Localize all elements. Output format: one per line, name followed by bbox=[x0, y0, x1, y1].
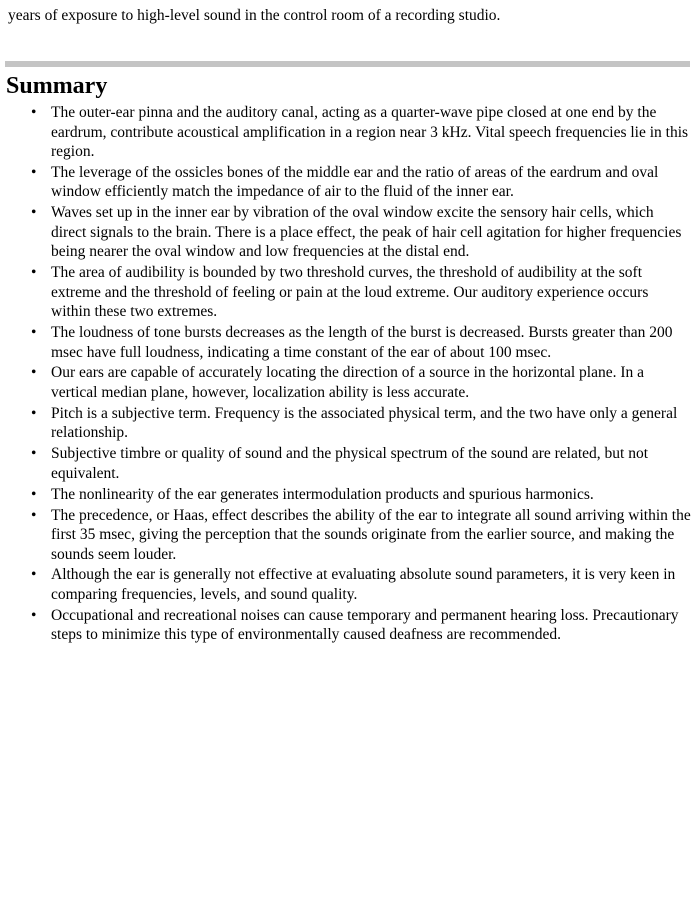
summary-item bbox=[0, 485, 695, 505]
summary-item bbox=[0, 103, 695, 162]
bullet-icon: • bbox=[31, 404, 37, 422]
summary-item bbox=[0, 203, 695, 262]
summary-item-text: Occupational and recreational noises can cause temporary and permanent hearing loss. Precautionary steps to minimize this type of environmentally caused deafness are recommended. bbox=[51, 606, 679, 644]
summary-item bbox=[0, 263, 695, 322]
summary-item-text: The precedence, or Haas, effect describes the ability of the ear to integrate all sound arriving within the first 35 msec, giving the perception that the sounds originate from the earlier source, and making the sounds seem louder. bbox=[51, 506, 691, 563]
summary-item bbox=[0, 606, 695, 645]
summary-item-text: The loudness of tone bursts decreases as the length of the burst is decreased. Bursts greater than 200 msec have full loudness, indicating a time constant of the ear of about 100 msec. bbox=[51, 324, 673, 361]
summary-list bbox=[0, 103, 695, 646]
bullet-icon: • bbox=[31, 104, 37, 121]
bullet-icon: • bbox=[31, 204, 37, 222]
bullet-icon: • bbox=[31, 163, 37, 181]
summary-item-text: Subjective timbre or quality of sound and the physical spectrum of the sound are related, but not equivalent. bbox=[51, 445, 649, 482]
summary-item-text: The area of audibility is bounded by two threshold curves, the threshold of audibility at the soft extreme and the threshold of feeling or pain at the loud extreme. Our auditory experience occurs within these two extremes. bbox=[51, 264, 649, 321]
summary-item-text: Waves set up in the inner ear by vibration of the oval window excite the sensory hair cells, which direct signals to the brain. There is a place effect, the peak of hair cell agitation for higher frequencies being nearer the oval window and low frequencies at the distal end. bbox=[51, 204, 682, 261]
bullet-icon: • bbox=[31, 506, 37, 524]
summary-item bbox=[0, 506, 695, 565]
summary-item-text: Pitch is a subjective term. Frequency is the associated physical term, and the two have only a general relationship. bbox=[51, 404, 678, 442]
bullet-icon: • bbox=[31, 364, 37, 382]
bullet-icon: • bbox=[31, 264, 37, 282]
summary-item bbox=[0, 323, 695, 362]
summary-item-text: The leverage of the ossicles bones of the middle ear and the ratio of areas of the eardrum and oval window efficiently match the impedance of air to the fluid of the inner ear. bbox=[51, 163, 659, 201]
summary-item-text: Our ears are capable of accurately locating the direction of a source in the horizontal plane. In a vertical median plane, however, localization ability is less accurate. bbox=[51, 364, 645, 401]
bullet-icon: • bbox=[31, 324, 37, 342]
summary-item bbox=[0, 444, 695, 483]
intro-paragraph: years of exposure to high-level sound in the control room of a recording studio. bbox=[8, 7, 501, 24]
bullet-icon: • bbox=[31, 606, 37, 624]
bullet-icon: • bbox=[31, 445, 37, 463]
summary-item bbox=[0, 163, 695, 202]
bullet-icon: • bbox=[31, 485, 37, 503]
bullet-icon: • bbox=[31, 566, 37, 584]
summary-item bbox=[0, 404, 695, 443]
summary-heading: Summary bbox=[6, 73, 108, 99]
summary-item bbox=[0, 363, 695, 402]
section-divider bbox=[5, 61, 690, 67]
summary-item-text: Although the ear is generally not effective at evaluating absolute sound parameters, it is very keen in comparing frequencies, levels, and sound quality. bbox=[51, 566, 676, 603]
summary-item bbox=[0, 565, 695, 604]
summary-item-text: The nonlinearity of the ear generates intermodulation products and spurious harmonics. bbox=[51, 485, 594, 503]
summary-item-text: The outer-ear pinna and the auditory canal, acting as a quarter-wave pipe closed at one end by the eardrum, contribute acoustical amplification in a region near 3 kHz. Vital speech frequencies lie in this region. bbox=[51, 104, 689, 160]
